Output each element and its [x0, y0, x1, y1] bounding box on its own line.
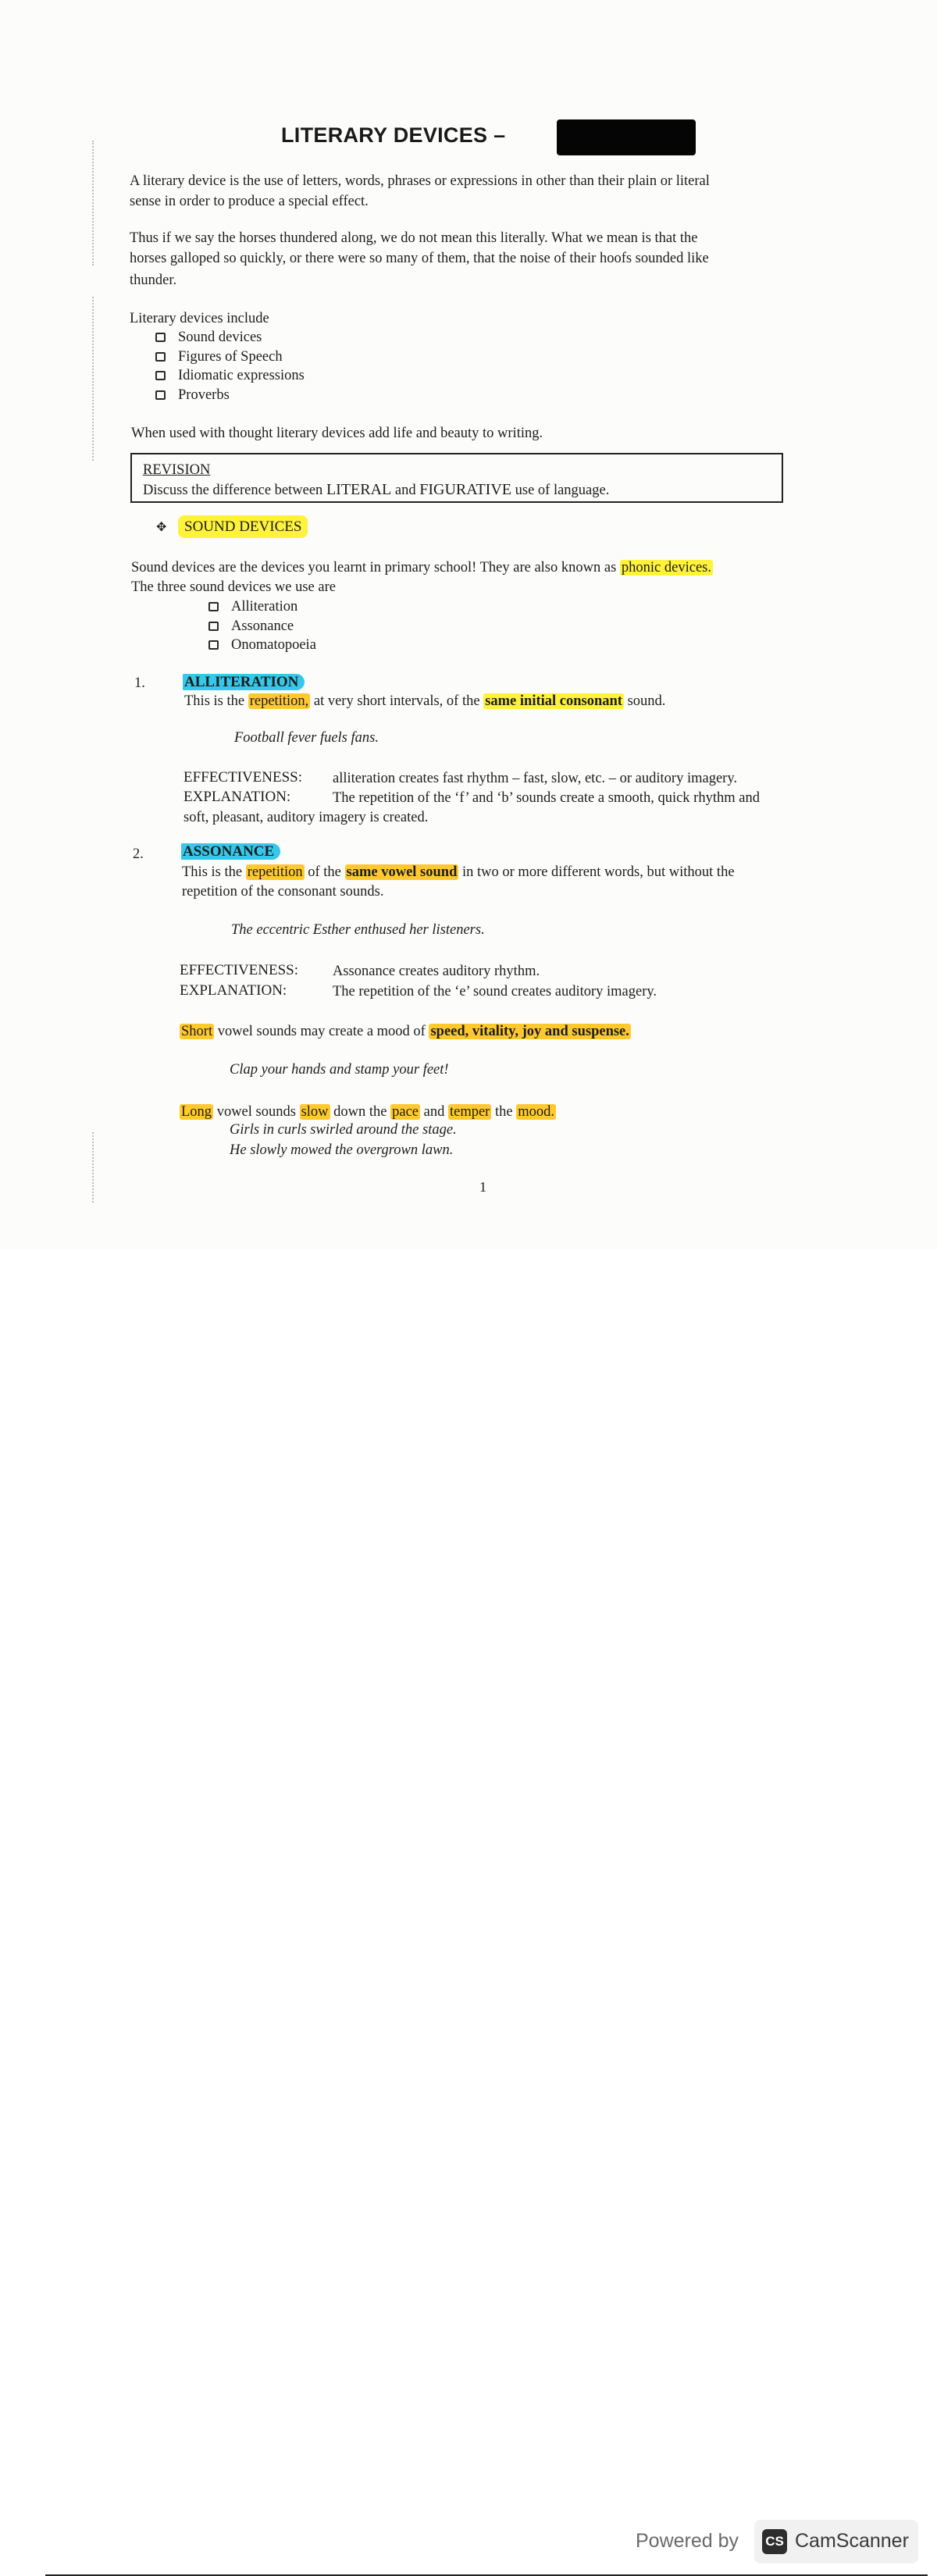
page-title: LITERARY DEVICES –	[281, 123, 506, 147]
checkbox-bullet-icon	[155, 371, 166, 380]
powered-by-label: Powered by	[636, 2530, 739, 2552]
camscanner-logo-icon: CS	[762, 2529, 787, 2554]
assonance-example: The eccentric Esther enthused her listeners.	[231, 922, 485, 938]
list-item: Figures of Speech	[155, 347, 305, 367]
effectiveness-label: EFFECTIVENESS:	[183, 769, 303, 786]
assonance-definition: repetition of the consonant sounds.	[182, 884, 384, 900]
list-item: Idiomatic expressions	[155, 366, 305, 386]
revision-text: Discuss the difference between LITERAL and FIGURATIVE use of language.	[143, 481, 610, 498]
intro-line: A literary device is the use of letters, words, phrases or expressions in other than their plain or literal	[130, 173, 710, 189]
intro-line: sense in order to produce a special effect.	[130, 194, 369, 209]
closing-note: When used with thought literary devices add life and beauty to writing.	[131, 426, 543, 441]
scanned-page	[0, 0, 937, 1249]
checkbox-bullet-icon	[155, 352, 166, 362]
page-number: 1	[479, 1179, 486, 1195]
redaction-bar	[557, 119, 696, 155]
intro-line: thunder.	[130, 273, 177, 288]
scanner-footer	[0, 1249, 937, 2552]
long-vowel-example: Girls in curls swirled around the stage.	[230, 1122, 457, 1138]
list-item: Proverbs	[155, 386, 305, 405]
effectiveness-text: Assonance creates auditory rhythm.	[333, 964, 540, 979]
revision-box	[130, 453, 783, 503]
sound-devices-list	[208, 597, 316, 655]
checkbox-bullet-icon	[208, 602, 219, 611]
list-item: Assonance	[208, 617, 316, 636]
scan-edge-noise	[92, 297, 125, 461]
alliteration-definition: This is the repetition, at very short intervals, of the same initial consonant sound.	[184, 693, 666, 709]
checkbox-bullet-icon	[155, 333, 166, 342]
includes-list	[155, 328, 305, 404]
camscanner-brand: CamScanner	[795, 2530, 909, 2552]
sound-intro: Sound devices are the devices you learnt in primary school! They are also known as phonic devices.	[131, 560, 711, 575]
explanation-label: EXPLANATION:	[183, 789, 291, 805]
effectiveness-text: alliteration creates fast rhythm – fast, slow, etc. – or auditory imagery.	[333, 771, 737, 786]
short-vowel-note: Short vowel sounds may create a mood of speed, vitality, joy and suspense.	[181, 1024, 629, 1039]
list-item: Onomatopoeia	[208, 636, 316, 655]
intro-line: horses galloped so quickly, or there were so many of them, that the noise of their hoofs sounded like	[130, 251, 709, 266]
camscanner-badge	[754, 2520, 918, 2564]
intro-line: Thus if we say the horses thundered along, we do not mean this literally. What we mean is that the	[130, 230, 698, 246]
long-vowel-example: He slowly mowed the overgrown lawn.	[230, 1142, 454, 1158]
includes-label: Literary devices include	[130, 311, 269, 326]
section-heading-sound-devices: ✥ SOUND DEVICES	[156, 518, 308, 536]
explanation-label: EXPLANATION:	[180, 982, 287, 999]
scan-edge-noise	[92, 1132, 125, 1202]
checkbox-bullet-icon	[208, 640, 219, 650]
explanation-text: The repetition of the ‘f’ and ‘b’ sounds create a smooth, quick rhythm and	[333, 790, 760, 806]
explanation-text: soft, pleasant, auditory imagery is created.	[183, 810, 429, 825]
short-vowel-example: Clap your hands and stamp your feet!	[230, 1062, 449, 1078]
sound-intro-2: The three sound devices we use are	[131, 579, 336, 595]
effectiveness-label: EFFECTIVENESS:	[180, 962, 299, 978]
explanation-text: The repetition of the ‘e’ sound creates auditory imagery.	[333, 984, 657, 999]
checkbox-bullet-icon	[155, 390, 166, 400]
assonance-definition: This is the repetition of the same vowel sound in two or more different words, but without the	[182, 864, 735, 880]
item-number: 1.	[134, 675, 145, 691]
list-item: Sound devices	[155, 328, 305, 347]
checkbox-bullet-icon	[208, 622, 219, 631]
list-item: Alliteration	[208, 597, 316, 617]
long-vowel-note: Long vowel sounds slow down the pace and temper the mood.	[181, 1104, 554, 1120]
alliteration-example: Football fever fuels fans.	[234, 730, 379, 746]
alliteration-heading: ALLITERATION	[183, 674, 305, 691]
item-number: 2.	[133, 846, 144, 862]
revision-heading: REVISION	[143, 462, 211, 478]
assonance-heading: ASSONANCE	[181, 843, 280, 860]
scan-edge-noise	[92, 141, 125, 265]
diamond-bullet-icon: ✥	[156, 521, 167, 534]
